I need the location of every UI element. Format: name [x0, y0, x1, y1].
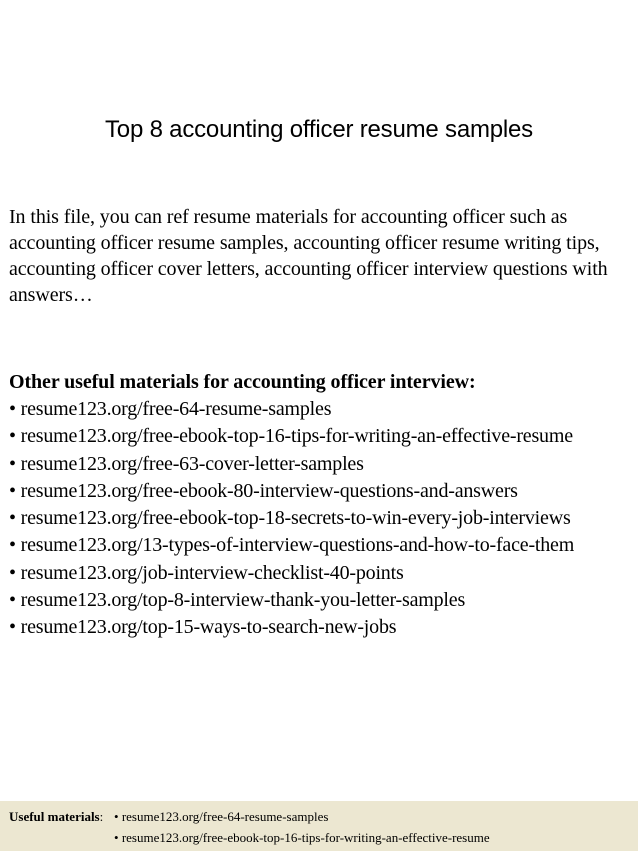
materials-list — [9, 396, 637, 642]
list-item — [9, 614, 637, 641]
material-link[interactable]: resume123.org/free-ebook-top-18-secrets-to-win-every-job-interviews — [20, 507, 571, 530]
bullet-icon: • — [9, 479, 16, 502]
footer-list — [114, 806, 490, 848]
footer-link[interactable]: resume123.org/free-ebook-top-16-tips-for-writing-an-effective-resume — [121, 830, 490, 845]
footer-label — [9, 806, 103, 827]
list-item — [9, 478, 637, 505]
materials-section — [9, 368, 637, 642]
list-item — [9, 587, 637, 614]
page-title: Top 8 accounting officer resume samples — [105, 116, 533, 143]
bullet-icon: • — [9, 534, 16, 557]
materials-heading: Other useful materials for accounting officer interview: — [9, 371, 476, 393]
material-link[interactable]: resume123.org/free-63-cover-letter-samples — [20, 452, 364, 475]
footer-label-text: Useful materials — [9, 809, 100, 824]
footer-list-item — [114, 827, 490, 848]
bullet-icon: • — [9, 452, 16, 475]
bullet-icon: • — [9, 616, 16, 639]
list-item — [9, 423, 637, 450]
list-item — [9, 532, 637, 559]
bullet-icon: • — [114, 809, 119, 824]
footer-bar — [0, 801, 638, 851]
footer-list-item — [114, 806, 490, 827]
list-item — [9, 396, 637, 423]
bullet-icon: • — [9, 507, 16, 530]
bullet-icon: • — [9, 561, 16, 584]
footer-label-colon: : — [99, 809, 104, 824]
intro-paragraph: In this file, you can ref resume materials for accounting officer such as accounting officer resume samples, accounting officer resume writing tips, accounting officer cover letters, accounting officer interview questions with answers… — [9, 206, 608, 306]
bullet-icon: • — [114, 830, 119, 845]
bullet-icon: • — [9, 425, 16, 448]
material-link[interactable]: resume123.org/free-64-resume-samples — [20, 398, 332, 420]
material-link[interactable]: resume123.org/top-15-ways-to-search-new-jobs — [20, 616, 397, 639]
bullet-icon: • — [9, 398, 16, 420]
list-item — [9, 560, 637, 587]
material-link[interactable]: resume123.org/free-ebook-top-16-tips-for-writing-an-effective-resume — [20, 425, 573, 448]
material-link[interactable]: resume123.org/job-interview-checklist-40-points — [20, 561, 404, 584]
material-link[interactable]: resume123.org/13-types-of-interview-questions-and-how-to-face-them — [20, 534, 575, 557]
bullet-icon: • — [9, 589, 16, 612]
footer-link[interactable]: resume123.org/free-64-resume-samples — [121, 809, 329, 824]
list-item — [9, 505, 637, 532]
material-link[interactable]: resume123.org/free-ebook-80-interview-questions-and-answers — [20, 479, 518, 502]
list-item — [9, 451, 637, 478]
material-link[interactable]: resume123.org/top-8-interview-thank-you-letter-samples — [20, 589, 466, 612]
